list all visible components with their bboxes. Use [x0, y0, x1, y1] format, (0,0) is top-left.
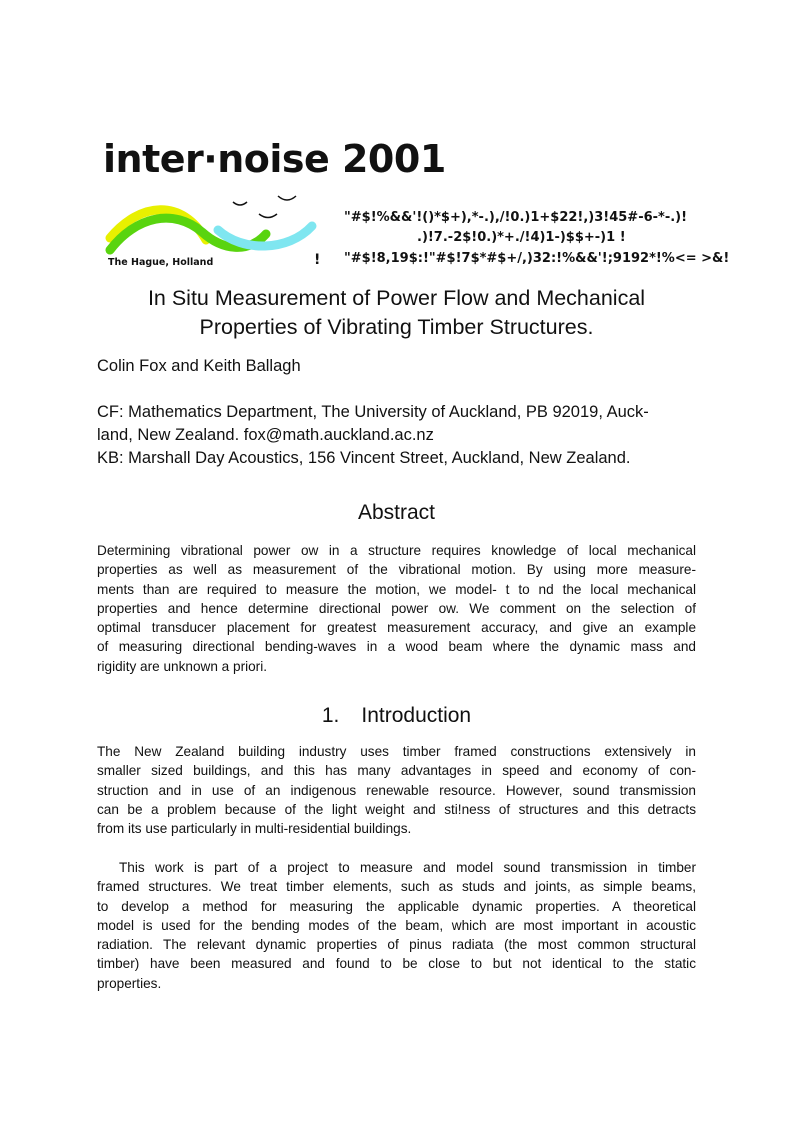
affiliation-line: land, New Zealand. fox@math.auckland.ac.nz	[97, 426, 434, 444]
affiliation-line: KB: Marshall Day Acoustics, 156 Vincent Street, Auckland, New Zealand.	[97, 449, 631, 467]
conference-logo-wordmark: inter·noise 2001	[103, 137, 446, 181]
text-line: to develop a method for measuring the applicable dynamic properties. A theoretical	[97, 898, 696, 914]
text-line: Determining vibrational power ow in a structure requires knowledge of local mechanical	[97, 543, 696, 558]
conference-info-line-2: .)!7.-2$!0.)*+./!4)1-)$$+-)1 !	[417, 230, 626, 245]
conference-info-line-3: "#$!8,19$:!"#$!7$*#$+/,)32:!%&&'!;9192*!%<= >&!	[344, 251, 730, 266]
text-line: ments than are required to measure the motion, we model- t to nd the local mechanical	[97, 581, 696, 597]
paper-title-line: Properties of Vibrating Timber Structures.	[199, 315, 594, 339]
section-title: Introduction	[361, 704, 472, 727]
conference-location: The Hague, Holland	[108, 257, 214, 268]
text-line: of measuring directional bending-waves in a wood beam where the dynamic mass and	[97, 639, 696, 655]
text-line: This work is part of a project to measure and model sound transmission in timber	[119, 860, 696, 875]
text-line: from its use particularly in multi-residential buildings.	[97, 821, 412, 837]
paper-title-line: In Situ Measurement of Power Flow and Mechanical	[147, 286, 646, 310]
text-line: timber) have been measured and found to be close to but not identical to the static	[97, 956, 696, 972]
affiliation-line: CF: Mathematics Department, The University of Auckland, PB 92019, Auck-	[97, 403, 649, 421]
text-line: model is used for the bending modes of the beam, which are most important in acoustic	[97, 917, 696, 933]
abstract-paragraph	[97, 541, 696, 676]
text-line: properties.	[97, 975, 162, 991]
text-line: can be a problem because of the light weight and sti!ness of structures and this detracts	[97, 801, 696, 817]
text-line: The New Zealand building industry uses timber framed constructions extensively in	[97, 744, 696, 759]
logo-mark-glyph: !	[314, 252, 321, 268]
logo-smile-mark-1	[233, 202, 247, 205]
text-line: smaller sized buildings, and this has many advantages in speed and economy of con-	[97, 763, 696, 779]
conference-logo-waves	[96, 190, 321, 258]
section-number: 1.	[321, 704, 340, 727]
text-line: rigidity are unknown a priori.	[97, 658, 268, 674]
logo-smile-mark-3	[278, 196, 296, 200]
abstract-heading: Abstract	[357, 501, 436, 524]
introduction-heading	[0, 704, 793, 728]
text-line: radiation. The relevant dynamic properties of pinus radiata (the most common structural	[97, 937, 696, 953]
introduction-paragraph-2	[97, 858, 696, 993]
conference-info-line-1: "#$!%&&'!()*$+),*-.),/!0.)1+$22!,)3!45#-6-*-.)!	[344, 210, 688, 225]
introduction-paragraph-1	[97, 742, 696, 838]
text-line: properties and hence determine directional power ow. We comment on the selection of	[97, 600, 696, 616]
text-line: properties as well as measurement of the vibrational motion. By using more measure-	[97, 562, 696, 578]
text-line: optimal transducer placement for greatest measurement accuracy, and give an example	[97, 620, 696, 636]
text-line: struction and in use of an indigenous renewable resource. However, sound transmission	[97, 782, 696, 798]
paper-title	[60, 284, 733, 342]
logo-smile-mark-2	[259, 214, 277, 218]
text-line: framed structures. We treat timber elements, such as studs and joints, as simple beams,	[97, 879, 696, 895]
paper-authors: Colin Fox and Keith Ballagh	[97, 357, 301, 375]
